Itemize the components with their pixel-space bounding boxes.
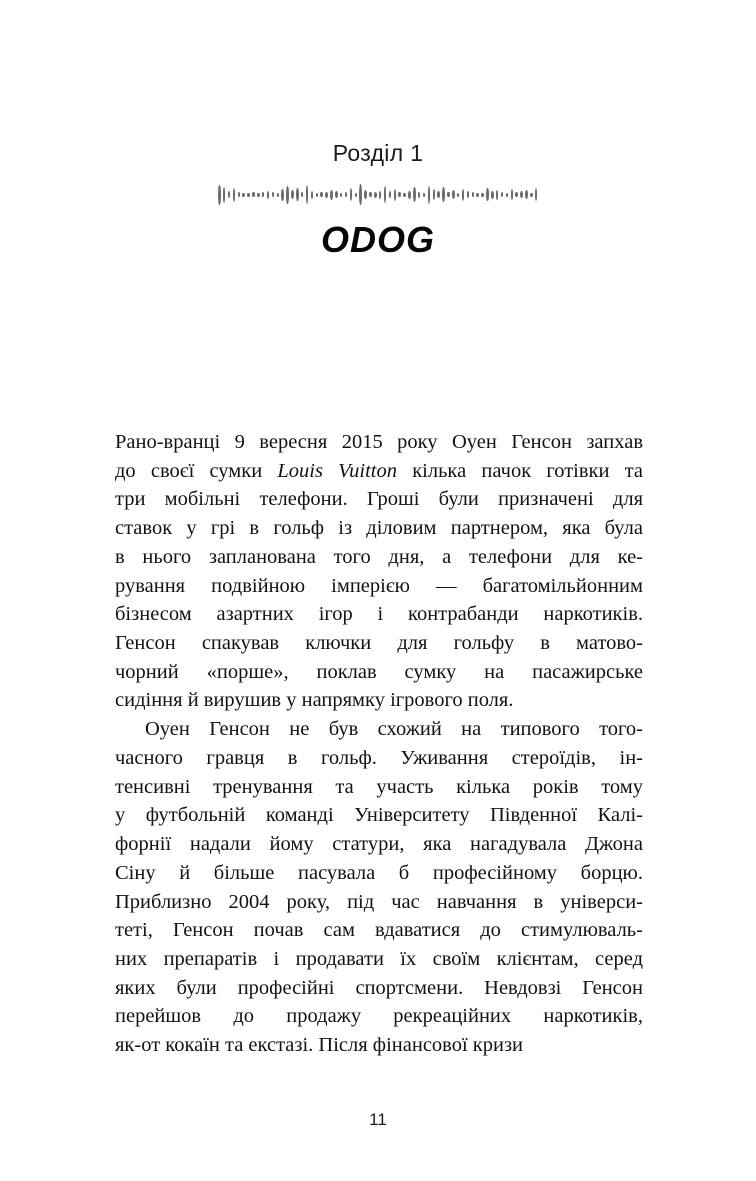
body-line: сидіння й вирушив у напрямку ігрового поля. (115, 689, 514, 712)
waveform-bar (267, 191, 270, 199)
waveform-bar (433, 189, 436, 200)
waveform-bar (408, 191, 411, 199)
waveform-bar (369, 192, 372, 197)
waveform-bar (418, 192, 421, 198)
waveform-bar (398, 192, 401, 197)
body-line: в нього запланована того дня, а телефони для ке- (115, 545, 643, 568)
waveform-bar (496, 190, 499, 200)
waveform-bar (472, 192, 475, 197)
waveform-bar (530, 193, 533, 197)
waveform-bar (486, 188, 489, 201)
waveform-bar (233, 188, 236, 202)
body-line: Рано-вранці 9 вересня 2015 року Оуен Генсон запхав (115, 431, 643, 453)
waveform-bar (442, 187, 445, 202)
body-line: часного гравця в гольф. Уживання стероїдів, ін- (115, 746, 643, 769)
waveform-bar (506, 193, 509, 197)
body-line: Оуен Генсон не був схожий на типового того- (145, 718, 643, 741)
waveform-bar (511, 189, 514, 200)
waveform-bar (340, 193, 343, 197)
body-text (115, 428, 643, 1060)
waveform-bar (379, 191, 382, 199)
body-line: рування подвійною імперією — багатомільйонним (115, 574, 643, 597)
body-line: чорний «порше», поклав сумку на пасажирське (115, 660, 643, 683)
waveform-bar (520, 191, 523, 198)
waveform-bar (389, 191, 392, 198)
waveform-bar (452, 190, 455, 199)
waveform-bar (325, 192, 328, 198)
waveform-bar (320, 192, 323, 197)
waveform-bar (481, 193, 484, 197)
waveform-bar (311, 191, 314, 199)
body-line: перейшов до продажу рекреаційних наркотиків, (115, 1005, 643, 1028)
waveform-bar (247, 193, 250, 197)
waveform-bar (252, 192, 255, 197)
body-line: Генсон спакував ключки для гольфу в матово- (115, 632, 643, 655)
waveform-bar (345, 192, 348, 197)
waveform-bar (525, 190, 528, 199)
body-line: три мобільні телефони. Гроші були призначені для (115, 488, 643, 511)
waveform-bar (428, 186, 431, 204)
waveform-bar (437, 191, 440, 198)
body-line: ставок у грі в гольф із діловим партнером, яка була (115, 517, 643, 540)
waveform-bar (277, 193, 280, 197)
waveform-bar (335, 191, 338, 198)
waveform-bar (296, 188, 299, 201)
body-line: бізнесом азартних ігор і контрабанди наркотиків. (115, 603, 643, 626)
body-line: до своєї сумки Louis Vuitton кілька пачок готівки та (115, 459, 643, 482)
waveform-bar (272, 192, 275, 197)
body-line: тенсивні тренування та участь кілька років тому (115, 775, 643, 798)
waveform-bar (242, 193, 245, 197)
waveform-bar (364, 190, 367, 199)
waveform-bar (359, 184, 362, 205)
waveform-divider-icon (218, 183, 538, 206)
waveform-bar (374, 192, 377, 198)
body-line: яких були професійні спортсмени. Невдовзі Генсон (115, 976, 643, 999)
chapter-title: ODOG (320, 219, 435, 260)
body-line: них препаратів і продавати їх своїм клієнтам, серед (115, 947, 643, 970)
waveform-bar (535, 188, 538, 201)
waveform-bar (218, 185, 221, 205)
waveform-bar (457, 193, 460, 197)
waveform-bar (394, 189, 397, 201)
waveform-bar (291, 190, 294, 199)
body-line: як-от кокаїн та екстазі. Після фінансової кризи (115, 1034, 524, 1057)
body-line: теті, Генсон почав сам вдаватися до стимулюваль- (115, 919, 643, 942)
waveform-bar (316, 193, 319, 197)
waveform-bar (228, 191, 231, 198)
waveform-bar (281, 189, 284, 201)
waveform-bar (301, 192, 304, 197)
waveform-bar (467, 191, 470, 198)
waveform-bar (286, 186, 289, 204)
waveform-bar (491, 191, 494, 199)
waveform-bar (384, 186, 387, 203)
waveform-bar (462, 189, 465, 201)
waveform-bar (223, 187, 226, 203)
waveform-bar (403, 193, 406, 197)
waveform-bar (423, 193, 426, 197)
waveform-bar (306, 185, 309, 204)
waveform-bar (262, 192, 265, 197)
body-line: Сіну й більше пасувала б професійному борцю. (115, 861, 643, 884)
body-line: Приблизно 2004 року, під час навчання в універси- (115, 890, 643, 913)
waveform-bar (476, 193, 479, 197)
waveform-bar (355, 193, 358, 197)
waveform-bar (238, 192, 241, 197)
waveform-bar (515, 192, 518, 197)
body-line: у футбольній команді Університету Південної Калі- (115, 804, 643, 827)
page-number: 11 (369, 1110, 387, 1129)
chapter-heading: Розділ 1 (332, 140, 424, 166)
body-line: форнії надали йому статури, яка нагадувала Джона (115, 833, 643, 856)
waveform-bar (413, 187, 416, 202)
waveform-bar (447, 192, 450, 197)
waveform-bar (257, 193, 260, 197)
waveform-bar (350, 188, 353, 201)
waveform-bar (330, 190, 333, 200)
waveform-bar (501, 192, 504, 197)
